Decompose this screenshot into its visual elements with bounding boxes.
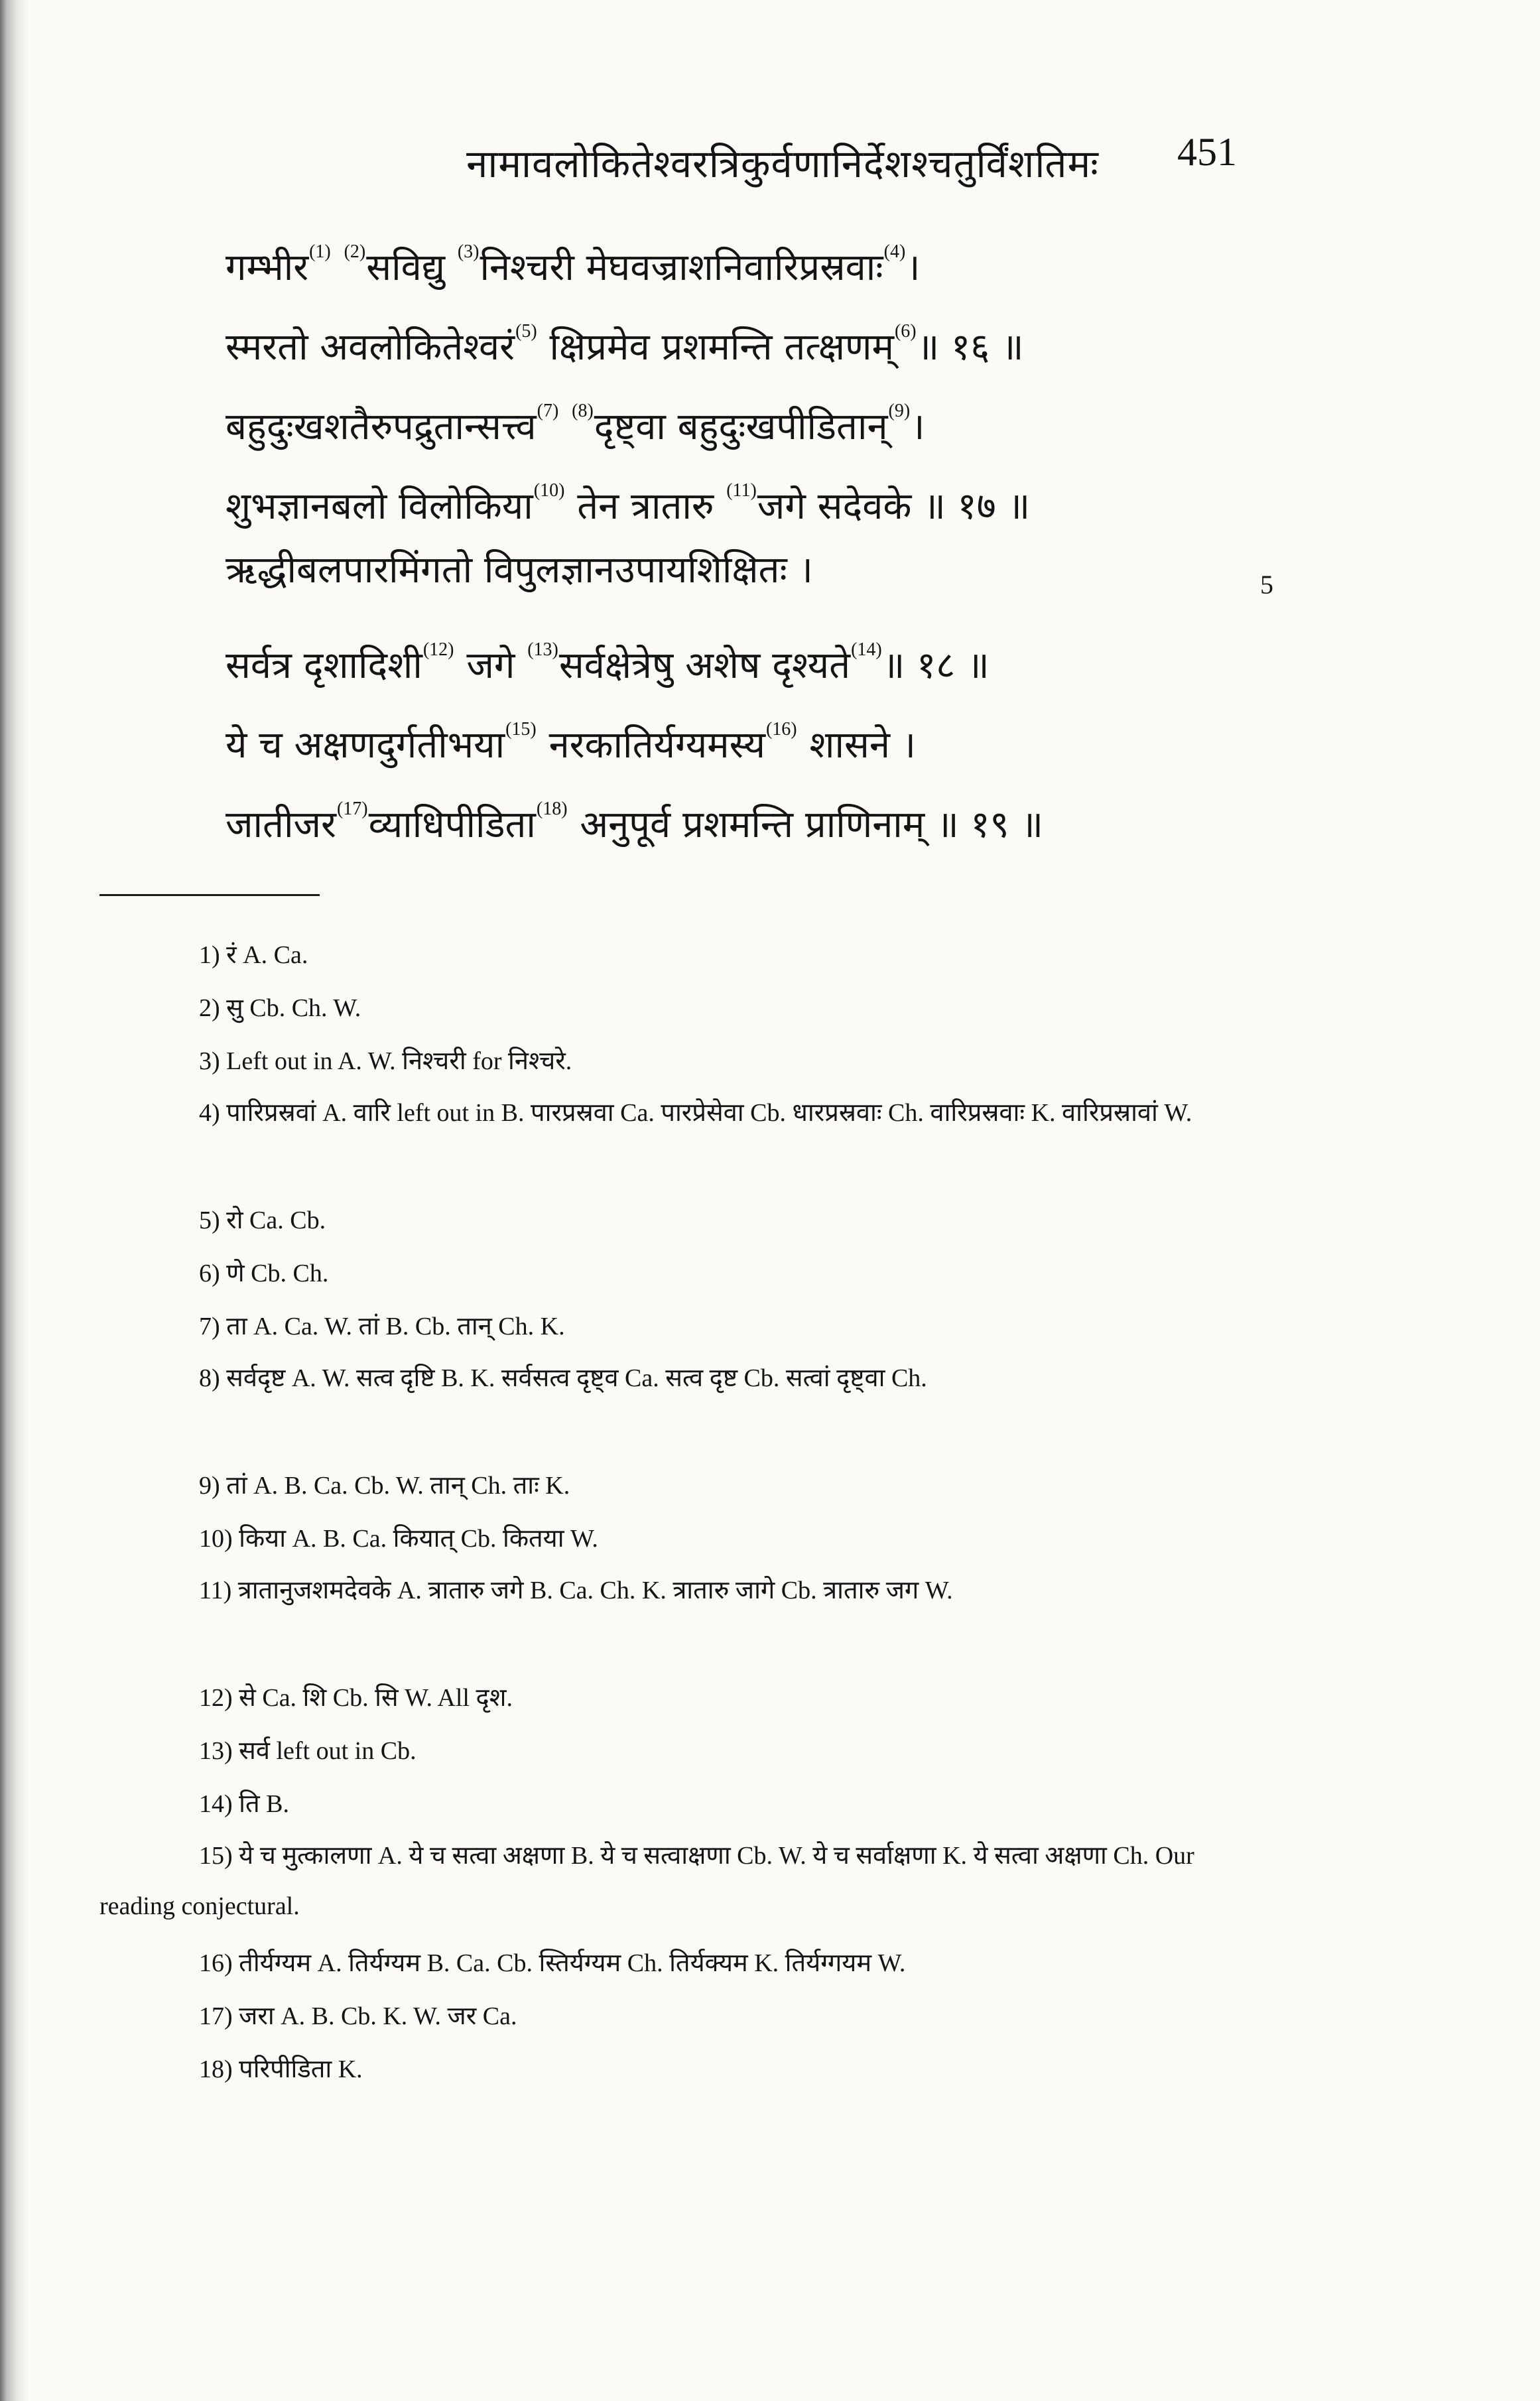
- footnote-marker: (1): [309, 241, 331, 262]
- verse-text: निश्चरी मेघवज्राशनिवारिप्रस्रवाः: [480, 246, 883, 289]
- footnote-marker: (6): [894, 321, 917, 342]
- footnote: 10) किया A. B. Ca. कियात् Cb. कितया W.: [199, 1525, 598, 1553]
- footnote-marker: (3): [457, 241, 480, 262]
- verse-text: सर्वक्षेत्रेषु अशेष दृश्यते: [558, 644, 851, 687]
- verse-text: ये च अक्षणदुर्गतीभया: [225, 724, 505, 767]
- footnote: 14) ति B.: [199, 1790, 290, 1818]
- running-title: नामावलोकितेश्वरत्रिकुर्वणानिर्देशश्चतुर्विंशतिमः: [466, 141, 1099, 186]
- verse-text: सविद्यु: [366, 246, 457, 289]
- verse-line: [225, 464, 1220, 533]
- margin-line-number: 5: [1260, 570, 1273, 600]
- footnote: 7) ता A. Ca. W. तां B. Cb. तान् Ch. K.: [199, 1313, 565, 1340]
- verse-text: बहुदुःखशतैरुपद्रुतान्सत्त्व: [225, 405, 537, 448]
- verse-text: जगे: [454, 644, 527, 687]
- verse-text: व्याधिपीडिता: [368, 803, 536, 846]
- verse-text: स्मरतो अवलोकितेश्वरं: [225, 326, 515, 369]
- verse-text: जातीजर: [225, 803, 336, 846]
- verse-text: जगे सदेवके ॥ १७ ॥: [757, 485, 1031, 528]
- verse-text: ऋद्धीबलपारमिंगतो विपुलज्ञानउपायशिक्षितः ।: [225, 549, 813, 592]
- verse-text: गम्भीर: [225, 246, 309, 289]
- verse-text: ॥ १६ ॥: [917, 326, 1024, 369]
- page-number: 451: [1177, 130, 1237, 174]
- footnote-marker: (9): [888, 401, 911, 421]
- footnote: 2) सु Cb. Ch. W.: [199, 994, 361, 1022]
- footnote-marker: (4): [883, 241, 906, 262]
- footnote-marker: (17): [336, 799, 368, 819]
- footnote: 4) पारिप्रस्रवां A. वारि left out in B. पारप्रस्रवा Ca. पारप्रेसेवा Cb. धारप्रस्रवाः Ch. वारिप्रस्रवाः K. वारिप्रस्रावां W.: [199, 1099, 1192, 1127]
- footnote: 5) रो Ca. Cb.: [199, 1206, 326, 1234]
- footnote: 9) तां A. B. Ca. Cb. W. तान् Ch. ताः K.: [199, 1472, 570, 1500]
- footnote-marker: (10): [533, 480, 565, 501]
- footnote: 3) Left out in A. W. निश्चरी for निश्चरे.: [199, 1047, 572, 1075]
- footnote-marker: (16): [765, 719, 797, 740]
- verse-text: तेन त्रातारु: [565, 485, 726, 528]
- verse-text: दृष्ट्वा बहुदुःखपीडितान्: [594, 405, 888, 448]
- verse-text: अनुपूर्व प्रशमन्ति प्राणिनाम् ॥ १९ ॥: [568, 803, 1044, 846]
- verse-text: शुभज्ञानबलो विलोकिया: [225, 485, 533, 528]
- verse-text: सर्वत्र दृशादिशी: [225, 644, 422, 687]
- footnote: 18) परिपीडिता K.: [199, 2055, 363, 2083]
- footnote: 6) णे Cb. Ch.: [199, 1260, 329, 1287]
- verse-line: [225, 305, 1220, 374]
- verse-line: [225, 783, 1220, 852]
- footnote: 12) से Ca. शि Cb. सि W. All दृश.: [199, 1684, 513, 1712]
- footnote: 1) रं A. Ca.: [199, 941, 308, 969]
- verse-line: [225, 226, 1220, 294]
- footnote-marker: (13): [527, 639, 558, 660]
- verse-text: [332, 246, 344, 289]
- verse-text: [559, 405, 571, 448]
- verse-line: [225, 544, 1220, 597]
- footnote: 11) त्रातानुजशमदेवके A. त्रातारु जगे B. Ca. Ch. K. त्रातारु जागे Cb. त्रातारु जग W.: [199, 1577, 953, 1604]
- verse-text: ॥ १८ ॥: [882, 644, 990, 687]
- verse-text: ।: [911, 405, 925, 448]
- footnote: 8) सर्वदृष्ट A. W. सत्व दृष्टि B. K. सर्वसत्व दृष्ट्व Ca. सत्व दृष्ट Cb. सत्वां दृष्ट्वा Ch.: [199, 1364, 927, 1392]
- verse-line: [225, 623, 1220, 692]
- footnote: 13) सर्व left out in Cb.: [199, 1737, 417, 1765]
- footnote: 16) तीर्यग्यम A. तिर्यग्यम B. Ca. Cb. स्तिर्यग्यम Ch. तिर्यक्यम K. तिर्यग्गयम W.: [199, 1949, 906, 1977]
- footnote-marker: (15): [505, 719, 537, 740]
- footnote-marker: (7): [537, 401, 559, 421]
- footnote: 15) ये च मुत्कालणा A. ये च सत्वा अक्षणा B. ये च सत्वाक्षणा Cb. W. ये च सर्वाक्षणा K. ये सत्वा अक्षणा Ch. Our reading conjectural.: [99, 1842, 1194, 1920]
- verse-text: शासने ।: [797, 724, 916, 767]
- page-binding-edge: [0, 0, 29, 2401]
- footnote-marker: (18): [536, 799, 568, 819]
- footnote-marker: (5): [515, 321, 537, 342]
- footnote-marker: (14): [851, 639, 882, 660]
- verse-text: क्षिप्रमेव प्रशमन्ति तत्क्षणम्: [537, 326, 894, 369]
- footnote: 17) जरा A. B. Cb. K. W. जर Ca.: [199, 2002, 517, 2030]
- verse-line: [225, 385, 1220, 454]
- footnote-marker: (11): [726, 480, 757, 501]
- footnote-marker: (2): [344, 241, 366, 262]
- verse-text: ।: [906, 246, 921, 289]
- verse-text: नरकातिर्यग्यमस्य: [537, 724, 765, 767]
- verse-line: [225, 703, 1220, 772]
- footnote-marker: (8): [572, 401, 594, 421]
- footnote-rule: [99, 894, 320, 896]
- footnote-marker: (12): [422, 639, 454, 660]
